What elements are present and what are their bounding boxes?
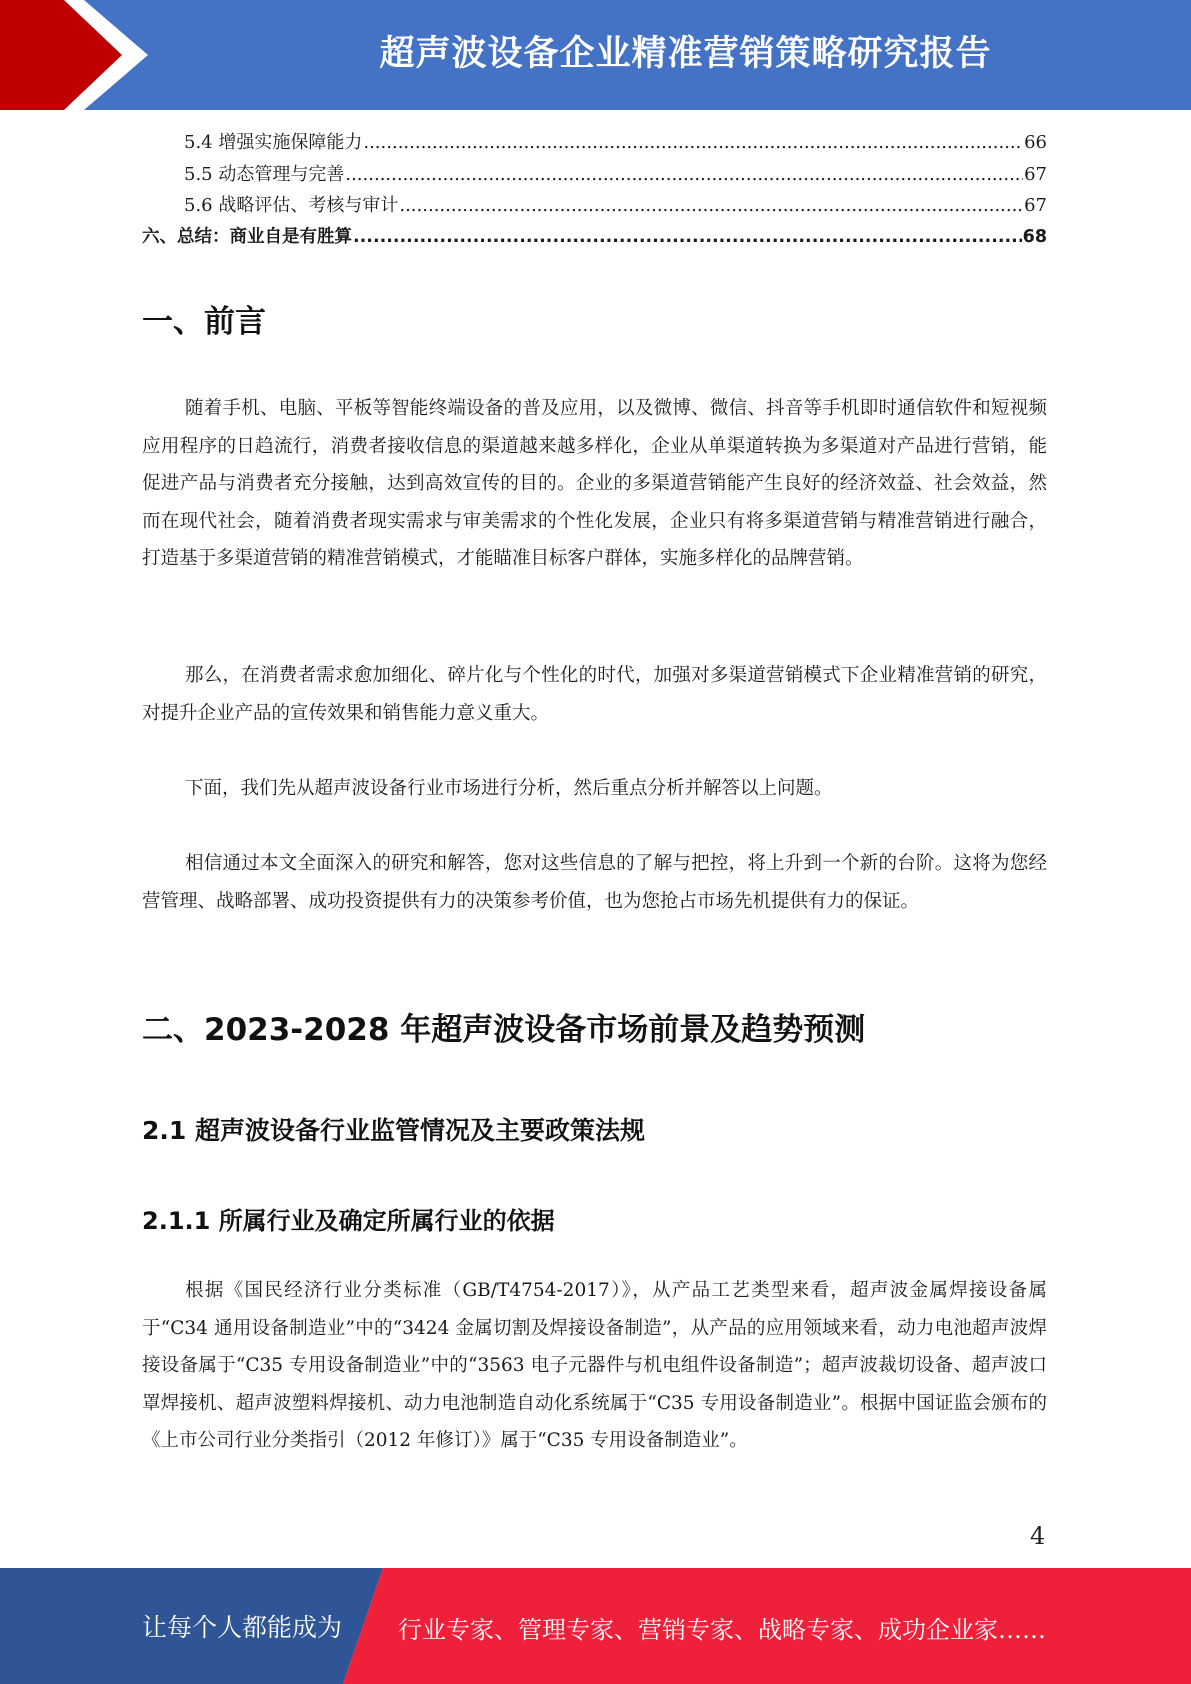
toc-entry-page: 67 <box>1024 195 1047 216</box>
preface-paragraph: 下面，我们先从超声波设备行业市场进行分析，然后重点分析并解答以上问题。 <box>185 778 833 799</box>
table-of-contents <box>142 128 1047 254</box>
toc-entry-label: 六、总结：商业自是有胜算 <box>142 226 352 247</box>
toc-entry[interactable] <box>142 191 1047 223</box>
toc-leader-dots <box>353 227 1022 247</box>
subsubsection-heading: 2.1.1 所属行业及确定所属行业的依据 <box>142 1207 555 1235</box>
toc-leader-dots <box>399 195 1023 216</box>
toc-entry-label: 5.6 战略评估、考核与审计 <box>184 195 399 216</box>
preface-paragraph: 那么，在消费者需求愈加细化、碎片化与个性化的时代，加强对多渠道营销模式下企业精准营销的研究，对提升企业产品的宣传效果和销售能力意义重大。 <box>142 665 1047 724</box>
footer-slogan-right: 行业专家、管理专家、营销专家、战略专家、成功企业家…… <box>398 1616 1046 1644</box>
toc-entry[interactable] <box>142 223 1047 255</box>
preface-paragraph: 随着手机、电脑、平板等智能终端设备的普及应用，以及微博、微信、抖音等手机即时通信软件和短视频应用程序的日趋流行，消费者接收信息的渠道越来越多样化，企业从单渠道转换为多渠道对产品进行营销，能促进产品与消费者充分接触，达到高效宣传的目的。企业的多渠道营销能产生良好的经济效益、社会效益，然而在现代社会，随着消费者现实需求与审美需求的个性化发展，企业只有将多渠道营销与精准营销进行融合，打造基于多渠道营销的精准营销模式，才能瞄准目标客户群体，实施多样化的品牌营销。 <box>142 398 1047 569</box>
report-title: 超声波设备企业精准营销策略研究报告 <box>379 34 992 74</box>
header-arrow-decoration <box>0 0 200 110</box>
footer-slogan-left: 让每个人都能成为 <box>142 1613 343 1642</box>
toc-entry[interactable] <box>142 128 1047 160</box>
toc-entry[interactable] <box>142 160 1047 192</box>
toc-entry-page: 66 <box>1024 132 1047 153</box>
page-header <box>0 0 1191 110</box>
page-footer <box>0 1568 1191 1684</box>
toc-entry-page: 68 <box>1022 226 1047 247</box>
toc-leader-dots <box>363 132 1023 153</box>
preface-paragraph: 相信通过本文全面深入的研究和解答，您对这些信息的了解与把控，将上升到一个新的台阶。这将为您经营管理、战略部署、成功投资提供有力的决策参考价值，也为您抢占市场先机提供有力的保证。 <box>142 853 1047 912</box>
toc-entry-label: 5.4 增强实施保障能力 <box>184 132 363 153</box>
toc-leader-dots <box>345 164 1023 185</box>
section-heading-preface: 一、前言 <box>142 304 266 340</box>
section-heading-market: 二、2023-2028 年超声波设备市场前景及趋势预测 <box>142 1012 866 1048</box>
page-number: 4 <box>1030 1522 1046 1550</box>
subsection-heading: 2.1 超声波设备行业监管情况及主要政策法规 <box>142 1116 645 1145</box>
toc-entry-page: 67 <box>1024 163 1047 185</box>
toc-entry-label: 5.5 动态管理与完善 <box>184 163 345 185</box>
industry-paragraph: 根据《国民经济行业分类标准（GB/T4754-2017）》，从产品工艺类型来看，超声波金属焊接设备属于“C34 通用设备制造业”中的“3424 金属切割及焊接设备制造”，从产品的应用领域来看，动力电池超声波焊接设备属于“C35 专用设备制造业”中的“3563 电子元器件与机电组件设备制造”；超声波裁切设备、超声波口罩焊接机、超声波塑料焊接机、动力电池制造自动化系统属于“C35 专用设备制造业”。根据中国证监会颁布的《上市公司行业分类指引（2012 年修订）》属于“C35 专用设备制造业”。 <box>142 1280 1047 1451</box>
